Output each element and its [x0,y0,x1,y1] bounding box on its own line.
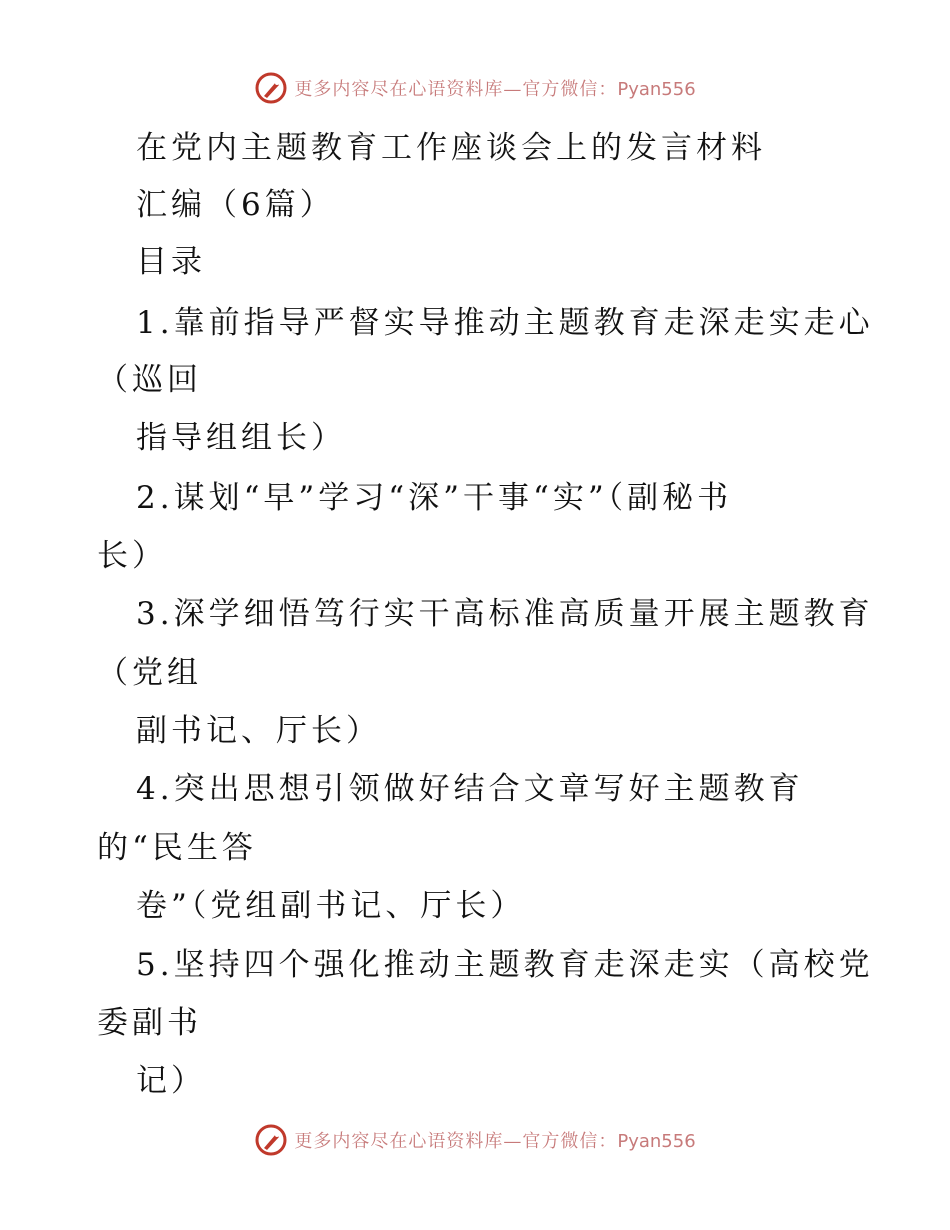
toc-item-5: 5.坚持四个强化推动主题教育走深走实（高校党 [136,947,874,983]
toc-item-2: 2.谋划“早”学习“深”干事“实”（副秘书 [136,480,733,516]
toc-item-3-cont: （党组 [97,655,202,691]
toc-heading: 目录 [136,244,206,280]
toc-item-2-cont: 长） [97,538,167,574]
toc-item-4-cont2: 卷”（党组副书记、厅长） [136,888,526,924]
doc-title-cont: 汇编（6篇） [136,187,335,223]
pen-nib-logo-icon [254,71,288,105]
toc-item-1: 1.靠前指导严督实导推动主题教育走深走实走心 [136,305,874,341]
footer-banner-text: 更多内容尽在心语资料库—官方微信：Pyan556 [294,1131,696,1152]
toc-item-5-cont: 委副书 [97,1005,202,1041]
toc-item-4-cont: 的“民生答 [97,830,257,866]
toc-item-1-cont2: 指导组组长） [136,420,346,456]
header-banner-text: 更多内容尽在心语资料库—官方微信：Pyan556 [294,79,696,100]
toc-item-3-cont2: 副书记、厅长） [136,713,381,749]
toc-item-4: 4.突出思想引领做好结合文章写好主题教育 [136,771,804,807]
footer-banner [0,1120,950,1160]
header-banner [0,68,950,108]
toc-item-5-cont2: 记） [136,1063,206,1099]
pen-nib-logo-icon [254,1123,288,1157]
doc-title: 在党内主题教育工作座谈会上的发言材料 [136,130,766,166]
toc-item-3: 3.深学细悟笃行实干高标准高质量开展主题教育 [136,596,874,632]
toc-item-1-cont: （巡回 [97,362,202,398]
